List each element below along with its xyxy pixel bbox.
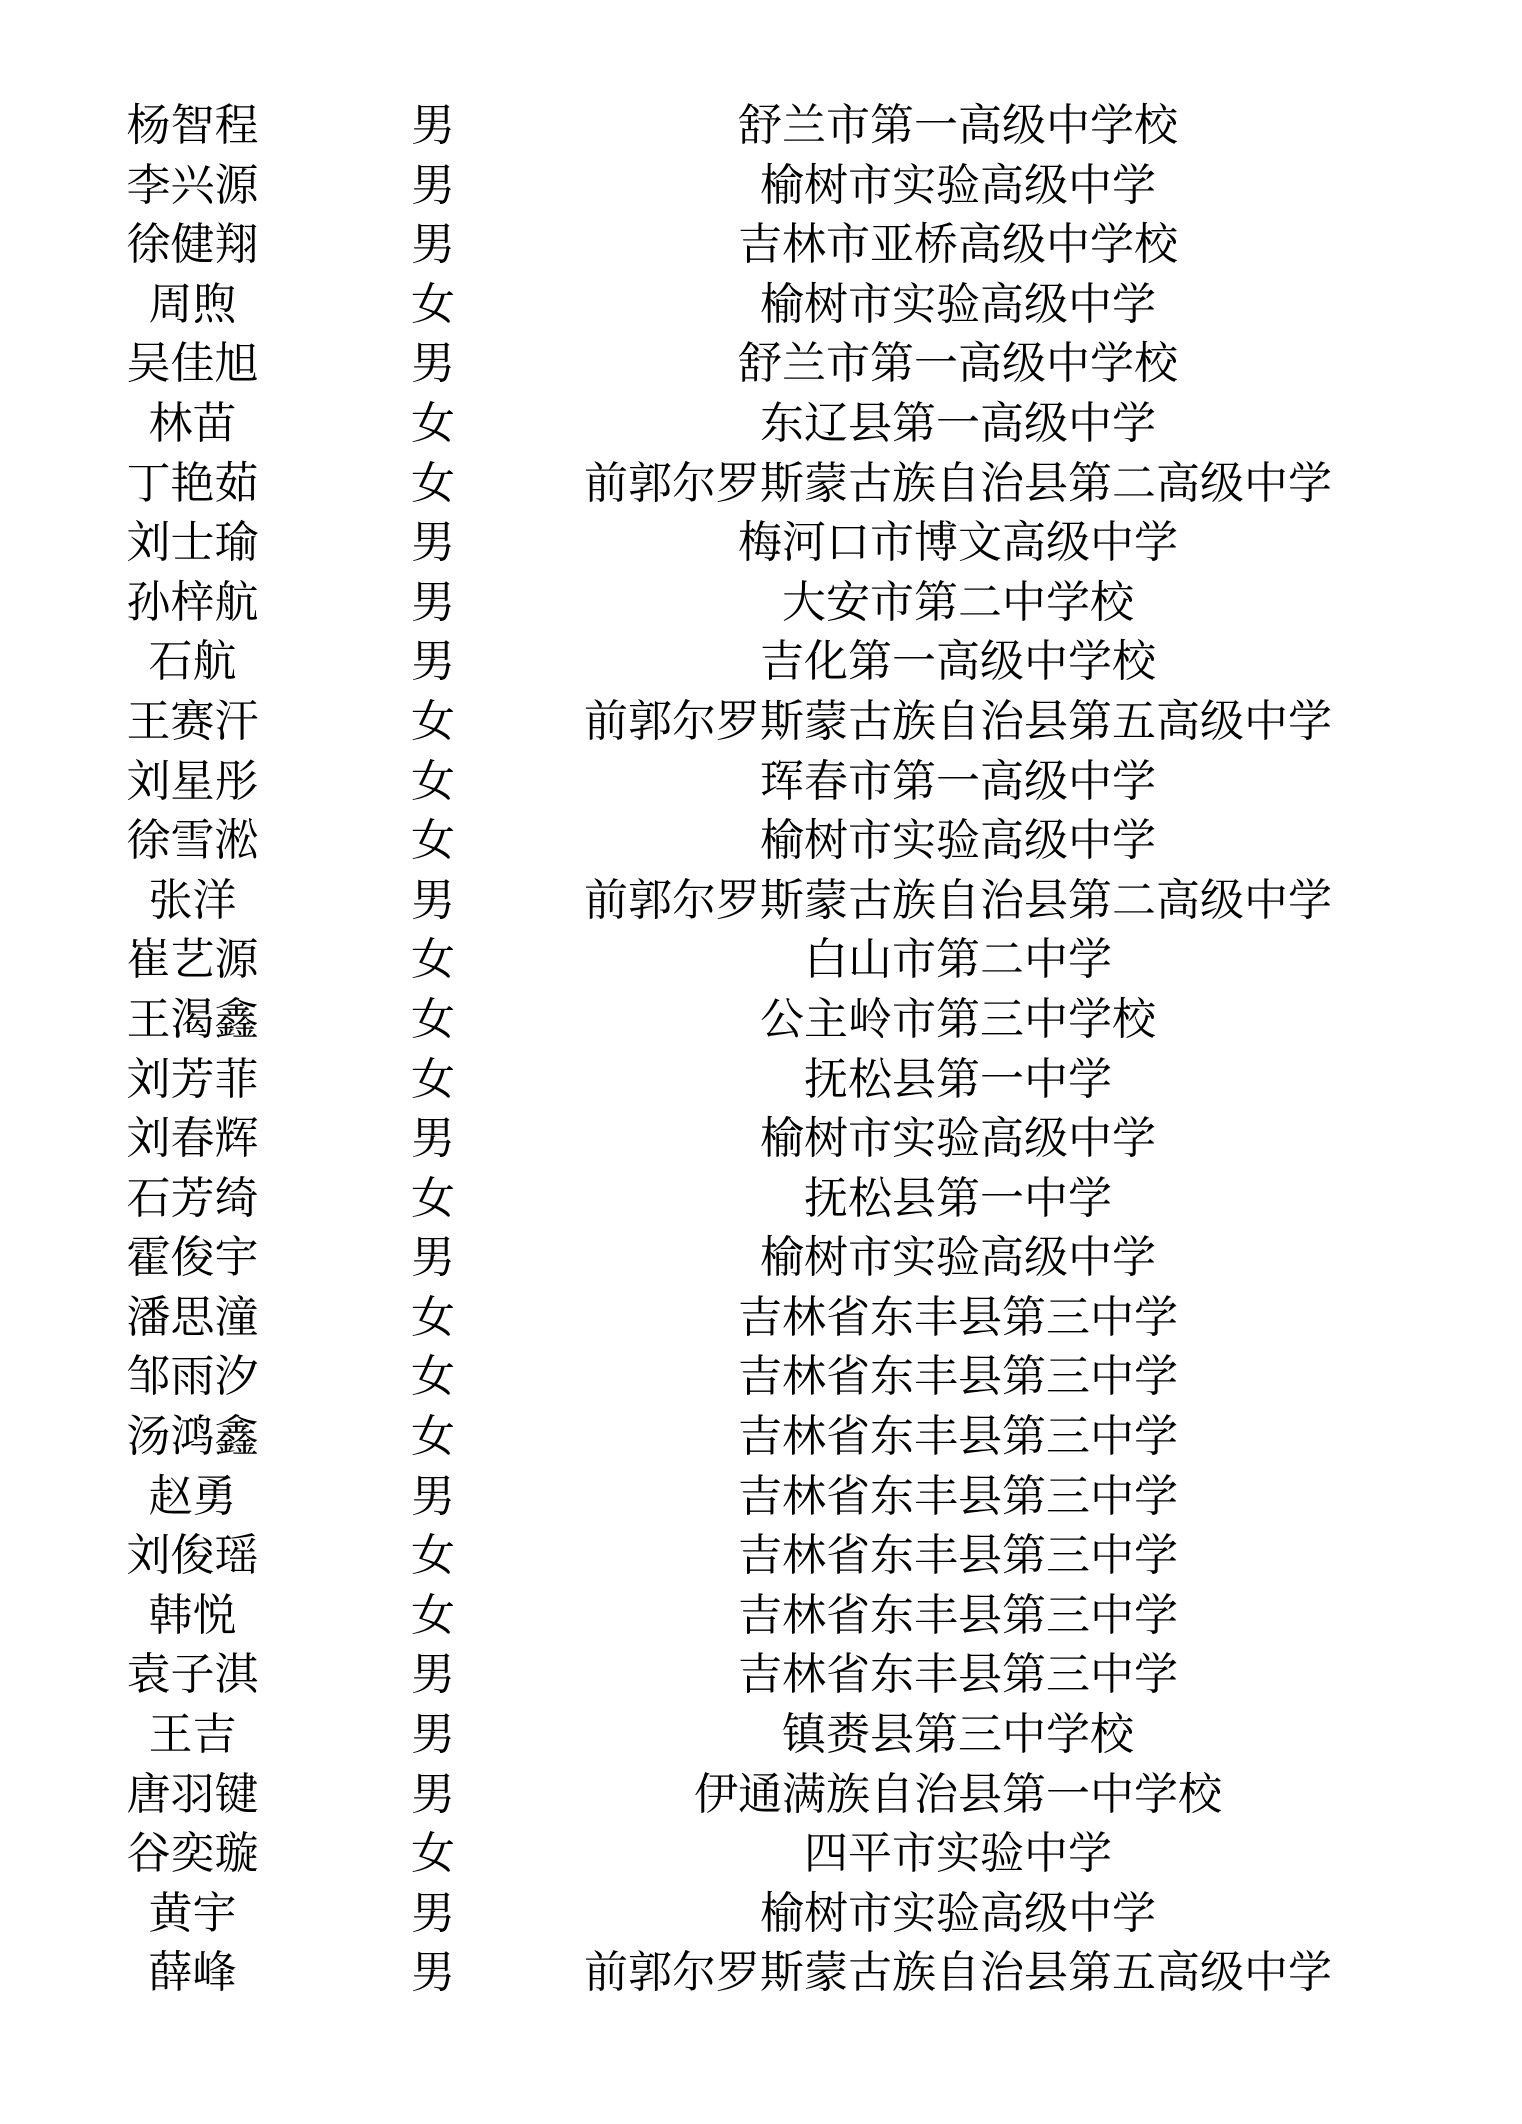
student-gender: 女: [411, 1291, 455, 1343]
list-item: [0, 1169, 1522, 1229]
student-school: 大安市第二中学校: [782, 576, 1134, 628]
student-gender: 女: [411, 755, 455, 807]
student-school: 榆树市实验高级中学: [760, 1113, 1156, 1165]
list-item: [0, 394, 1522, 454]
student-name: 霍俊宇: [126, 1232, 259, 1284]
student-school: 抚松县第一中学: [804, 1053, 1112, 1105]
student-name: 刘士瑜: [126, 517, 259, 569]
list-item: [0, 1645, 1522, 1705]
list-item: [0, 1586, 1522, 1646]
student-name: 刘俊瑶: [126, 1530, 259, 1582]
student-gender: 女: [411, 1053, 455, 1105]
student-name: 刘春辉: [126, 1113, 259, 1165]
list-item: [0, 334, 1522, 394]
student-gender: 男: [411, 576, 455, 628]
student-gender: 男: [411, 1887, 455, 1939]
student-school: 吉林省东丰县第三中学: [738, 1470, 1178, 1522]
list-item: [0, 1228, 1522, 1288]
student-school: 吉林省东丰县第三中学: [738, 1411, 1178, 1463]
student-school: 舒兰市第一高级中学校: [738, 100, 1178, 151]
list-item: [0, 1884, 1522, 1944]
student-name: 林苗: [148, 397, 237, 449]
list-item: [0, 811, 1522, 871]
student-gender: 男: [411, 338, 455, 390]
student-school: 前郭尔罗斯蒙古族自治县第二高级中学: [584, 874, 1332, 926]
student-gender: 女: [411, 397, 455, 449]
student-name: 黄宇: [148, 1887, 237, 1939]
student-gender: 女: [411, 695, 455, 747]
student-name: 王渴鑫: [126, 993, 259, 1045]
list-item: [0, 1765, 1522, 1825]
student-gender: 男: [411, 1947, 455, 1999]
student-gender: 男: [411, 874, 455, 926]
student-name: 周煦: [148, 278, 237, 330]
student-name: 韩悦: [148, 1589, 237, 1641]
student-gender: 男: [411, 219, 455, 271]
student-name: 石芳绮: [126, 1172, 259, 1224]
student-name: 袁子淇: [126, 1649, 259, 1701]
student-gender: 男: [411, 1649, 455, 1701]
list-item: [0, 990, 1522, 1050]
student-gender: 男: [411, 1113, 455, 1165]
student-name: 谷奕璇: [126, 1828, 259, 1880]
student-school: 吉林省东丰县第三中学: [738, 1351, 1178, 1403]
student-school: 白山市第二中学: [804, 934, 1112, 986]
student-school: 吉林省东丰县第三中学: [738, 1589, 1178, 1641]
list-item: [0, 1824, 1522, 1884]
student-school: 前郭尔罗斯蒙古族自治县第二高级中学: [584, 457, 1332, 509]
student-school: 榆树市实验高级中学: [760, 278, 1156, 330]
list-item: [0, 1288, 1522, 1348]
student-name: 吴佳旭: [126, 338, 259, 390]
student-school: 公主岭市第三中学校: [760, 993, 1156, 1045]
student-gender: 男: [411, 1709, 455, 1761]
student-gender: 女: [411, 1828, 455, 1880]
list-item: [0, 96, 1522, 156]
student-name: 崔艺源: [126, 934, 259, 986]
list-item: [0, 1050, 1522, 1110]
student-gender: 男: [411, 100, 455, 151]
student-school: 吉林市亚桥高级中学校: [738, 219, 1178, 271]
student-name: 张洋: [148, 874, 237, 926]
list-item: [0, 215, 1522, 275]
list-item: [0, 1407, 1522, 1467]
list-item: [0, 1109, 1522, 1169]
student-name: 李兴源: [126, 159, 259, 211]
list-item: [0, 1347, 1522, 1407]
list-item: [0, 156, 1522, 216]
list-item: [0, 1943, 1522, 2003]
student-gender: 男: [411, 159, 455, 211]
student-school: 榆树市实验高级中学: [760, 1887, 1156, 1939]
student-school: 吉林省东丰县第三中学: [738, 1291, 1178, 1343]
student-gender: 女: [411, 1172, 455, 1224]
student-name: 王赛汗: [126, 695, 259, 747]
student-name: 丁艳茹: [126, 457, 259, 509]
student-school: 榆树市实验高级中学: [760, 1232, 1156, 1284]
student-school: 东辽县第一高级中学: [760, 397, 1156, 449]
student-school: 吉林省东丰县第三中学: [738, 1649, 1178, 1701]
student-school: 前郭尔罗斯蒙古族自治县第五高级中学: [584, 695, 1332, 747]
student-school: 吉化第一高级中学校: [760, 636, 1156, 688]
student-gender: 女: [411, 1530, 455, 1582]
list-item: [0, 930, 1522, 990]
student-name: 石航: [148, 636, 237, 688]
student-school: 镇赉县第三中学校: [782, 1709, 1134, 1761]
list-item: [0, 871, 1522, 931]
student-school: 吉林省东丰县第三中学: [738, 1530, 1178, 1582]
student-gender: 男: [411, 636, 455, 688]
student-gender: 女: [411, 1411, 455, 1463]
list-item: [0, 454, 1522, 514]
student-school: 梅河口市博文高级中学: [738, 517, 1178, 569]
student-gender: 男: [411, 1768, 455, 1820]
student-name: 汤鸿鑫: [126, 1411, 259, 1463]
student-name: 刘芳菲: [126, 1053, 259, 1105]
student-name: 杨智程: [126, 100, 259, 151]
student-gender: 女: [411, 934, 455, 986]
student-name: 赵勇: [148, 1470, 237, 1522]
student-list: [0, 96, 1522, 2003]
student-name: 王吉: [148, 1709, 237, 1761]
list-item: [0, 1705, 1522, 1765]
student-school: 榆树市实验高级中学: [760, 815, 1156, 867]
list-item: [0, 632, 1522, 692]
list-item: [0, 752, 1522, 812]
student-name: 薛峰: [148, 1947, 237, 1999]
student-gender: 女: [411, 1589, 455, 1641]
student-gender: 女: [411, 993, 455, 1045]
list-item: [0, 275, 1522, 335]
student-school: 榆树市实验高级中学: [760, 159, 1156, 211]
student-gender: 女: [411, 1351, 455, 1403]
student-school: 前郭尔罗斯蒙古族自治县第五高级中学: [584, 1947, 1332, 1999]
student-school: 珲春市第一高级中学: [760, 755, 1156, 807]
student-name: 徐雪淞: [126, 815, 259, 867]
student-gender: 男: [411, 517, 455, 569]
list-item: [0, 1467, 1522, 1527]
list-item: [0, 1526, 1522, 1586]
list-item: [0, 513, 1522, 573]
student-name: 孙梓航: [126, 576, 259, 628]
student-school: 抚松县第一中学: [804, 1172, 1112, 1224]
student-name: 邹雨汐: [126, 1351, 259, 1403]
student-gender: 男: [411, 1232, 455, 1284]
list-item: [0, 573, 1522, 633]
student-gender: 女: [411, 815, 455, 867]
list-item: [0, 692, 1522, 752]
student-gender: 女: [411, 457, 455, 509]
student-gender: 男: [411, 1470, 455, 1522]
student-name: 徐健翔: [126, 219, 259, 271]
student-school: 舒兰市第一高级中学校: [738, 338, 1178, 390]
student-school: 四平市实验中学: [804, 1828, 1112, 1880]
student-school: 伊通满族自治县第一中学校: [694, 1768, 1222, 1820]
student-name: 潘思潼: [126, 1291, 259, 1343]
student-name: 唐羽键: [126, 1768, 259, 1820]
student-gender: 女: [411, 278, 455, 330]
student-name: 刘星彤: [126, 755, 259, 807]
